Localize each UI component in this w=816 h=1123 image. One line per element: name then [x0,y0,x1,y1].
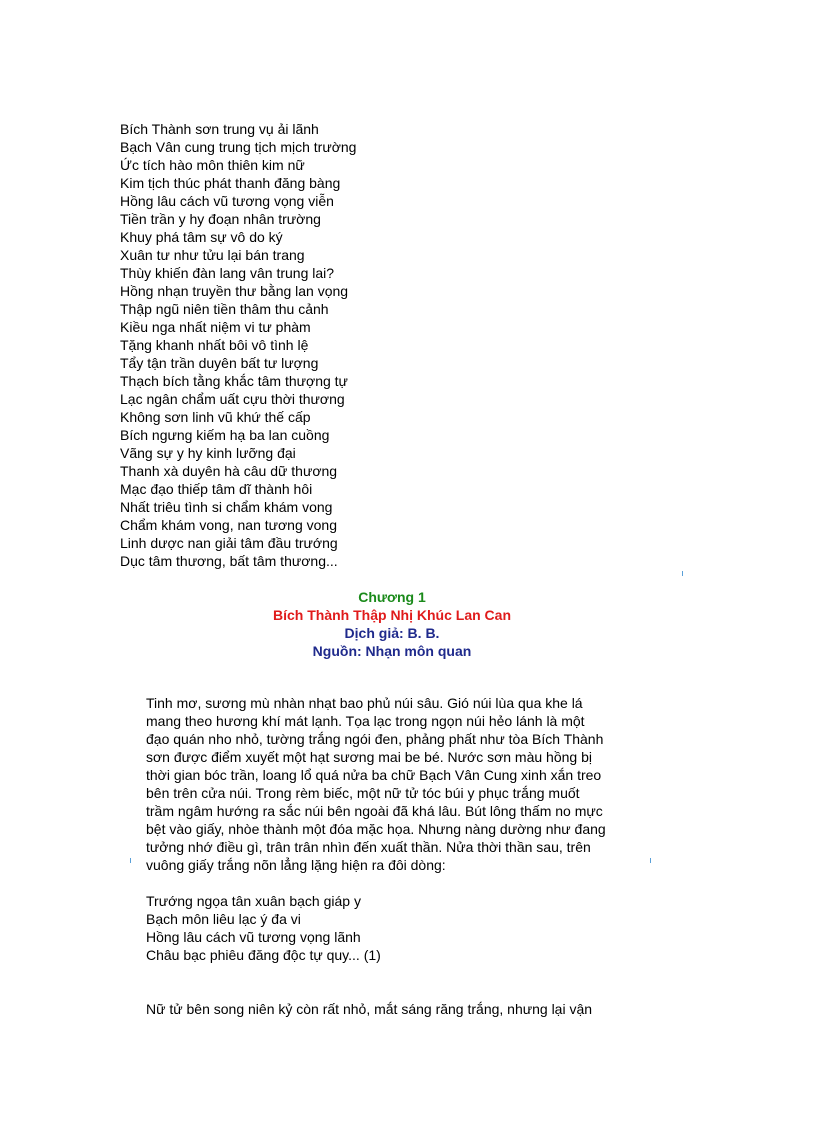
poem-line: Mạc đạo thiếp tâm dĩ thành hôi [120,481,313,497]
inset-verse [146,892,546,964]
poem-line: Tặng khanh nhất bôi vô tình lệ [120,337,309,353]
verse-line: Trướng ngọa tân xuân bạch giáp y [146,893,361,909]
poem-line: Xuân tư như tửu lại bán trang [120,247,305,263]
poem-line: Hồng lâu cách vũ tương vọng viễn [120,193,334,209]
poem-line: Không sơn linh vũ khứ thế cấp [120,409,311,425]
poem-line: Thạch bích tằng khắc tâm thượng tự [120,373,348,389]
margin-mark [130,858,131,863]
poem-line: Kim tịch thúc phát thanh đăng bàng [120,175,341,191]
paragraph-line: sơn được điểm xuyết một hạt sương mai be bé. Nước sơn màu hồng bị [146,749,592,765]
verse-line: Bạch môn liêu lạc ý đa vi [146,911,301,927]
source-credit: Nguồn: Nhạn môn quan [312,643,472,659]
opening-paragraph [146,694,646,874]
poem-line: Tiền trần y hy đoạn nhân trường [120,211,321,227]
second-paragraph: Nữ tử bên song niên kỷ còn rất nhỏ, mắt sáng răng trắng, nhưng lại vận [146,1001,593,1017]
paragraph-line: bệt vào giấy, nhòe thành một đóa mặc họa. Nhưng nàng dường như đang [146,821,606,837]
poem-line: Hồng nhạn truyền thư bằng lan vọng [120,283,349,299]
poem-line: Lạc ngân chẩm uất cựu thời thương [120,391,345,407]
poem-line: Thanh xà duyên hà câu dữ thương [120,463,338,479]
opening-poem [120,120,520,570]
paragraph-line: Tinh mơ, sương mù nhàn nhạt bao phủ núi sâu. Gió núi lùa qua khe lá [146,695,583,711]
poem-line: Tẩy tận trần duyên bất tư lượng [120,355,319,371]
translator-credit: Dịch giả: B. B. [344,625,440,641]
poem-line: Thập ngũ niên tiền thâm thu cảnh [120,301,329,317]
paragraph-line: tưởng nhớ điều gì, trân trân nhìn đến xuất thần. Nửa thời thần sau, trên [146,839,591,855]
poem-line: Bích ngưng kiếm hạ ba lan cuồng [120,427,330,443]
poem-line: Ức tích hào môn thiên kim nữ [120,157,305,173]
paragraph-line: mang theo hương khí mát lạnh. Tọa lạc trong ngọn núi hẻo lánh là một [146,713,585,729]
paragraph-line: bên trên cửa núi. Trong rèm biếc, một nữ tử tóc búi y phục trắng muốt [146,785,580,801]
margin-mark [650,858,651,863]
paragraph-line: trầm ngâm hướng ra sắc núi bên ngoài đã khá lâu. Bút lông thấm no mực [146,803,603,819]
chapter-number: Chương 1 [358,589,426,605]
poem-line: Vãng sự y hy kinh lưỡng đại [120,445,296,461]
poem-line: Khuy phá tâm sự vô do ký [120,229,283,245]
poem-line: Thùy khiến đàn lang vân trung lai? [120,265,335,281]
paragraph-line: vuông giấy trắng nõn lẳng lặng hiện ra đôi dòng: [146,857,446,873]
poem-line: Nhất triêu tình si chẩm khám vong [120,499,333,515]
chapter-title: Bích Thành Thập Nhị Khúc Lan Can [273,607,511,623]
poem-line: Kiều nga nhất niệm vi tư phàm [120,319,311,335]
poem-line: Bích Thành sơn trung vụ ải lãnh [120,121,319,137]
verse-line: Hồng lâu cách vũ tương vọng lãnh [146,929,361,945]
verse-line: Châu bạc phiêu đăng độc tự quy... (1) [146,947,381,963]
poem-line: Dục tâm thương, bất tâm thương... [120,553,338,569]
poem-line: Chẩm khám vong, nan tương vong [120,517,338,533]
paragraph-line: đạo quán nho nhỏ, tường trắng ngói đen, phảng phất như tòa Bích Thành [146,731,604,747]
margin-mark [682,571,683,576]
paragraph-line: thời gian bóc trần, loang lổ quá nửa ba chữ Bạch Vân Cung xinh xắn treo [146,767,602,783]
poem-line: Linh dược nan giải tâm đầu trướng [120,535,338,551]
poem-line: Bạch Vân cung trung tịch mịch trường [120,139,357,155]
